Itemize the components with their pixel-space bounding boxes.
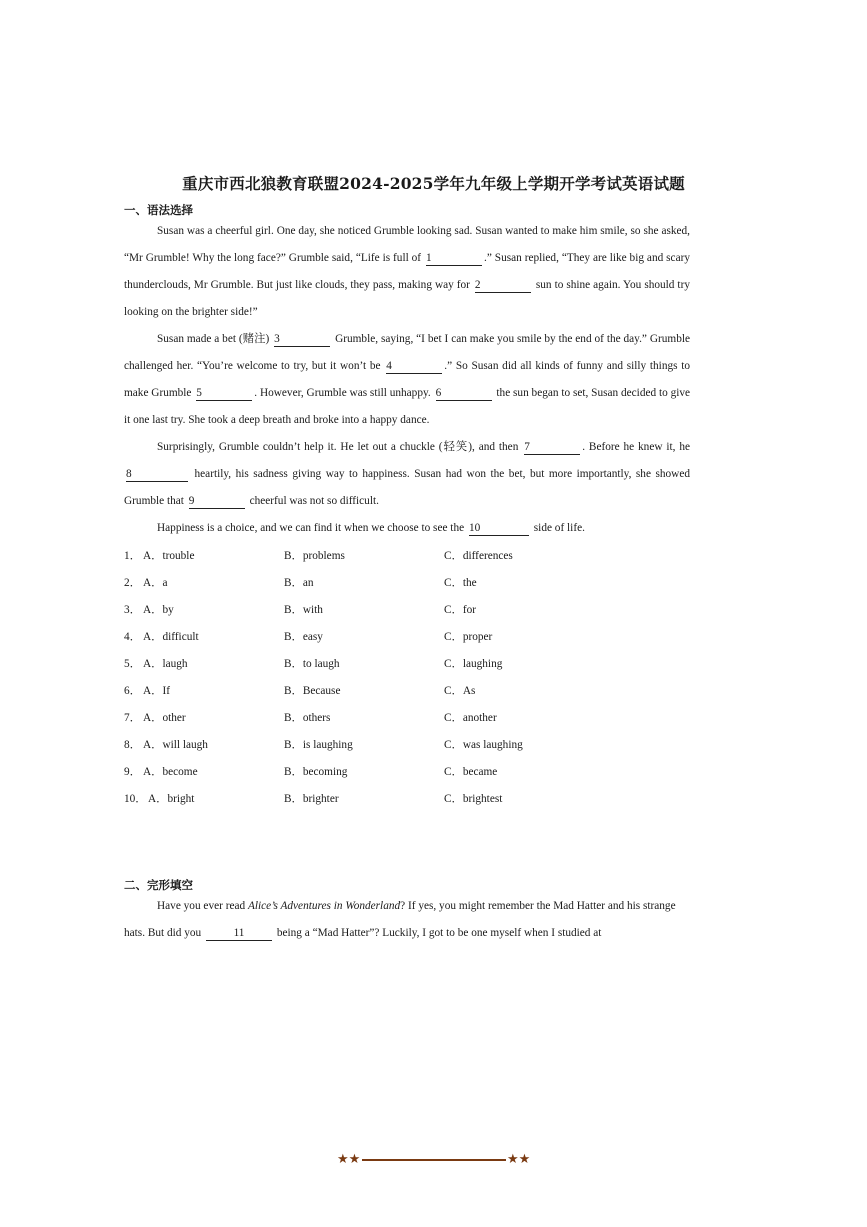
passage-text: Happiness is a choice, and we can find it when we choose to see the <box>157 522 465 534</box>
option-a[interactable]: A．If <box>143 685 170 697</box>
option-row <box>124 736 724 763</box>
passage-text: .” So Susan did all kinds of funny and silly things to make Grumble <box>124 360 691 399</box>
section-heading-grammar: 一、语法选择 <box>124 203 193 217</box>
option-c[interactable]: C．was laughing <box>444 739 523 751</box>
option-c[interactable]: C．proper <box>444 631 493 643</box>
passage-text: cheerful was not so difficult. <box>249 495 379 507</box>
option-row <box>124 574 724 601</box>
blank-8[interactable]: 8 <box>126 467 188 482</box>
blank-10[interactable]: 10 <box>469 521 529 536</box>
star-icon: ★★ <box>507 1151 531 1166</box>
option-c[interactable]: C．for <box>444 604 477 616</box>
option-a[interactable]: A．laugh <box>143 658 188 670</box>
option-a[interactable]: A．become <box>143 766 198 778</box>
question-number: 2． <box>124 577 141 589</box>
option-row <box>124 655 724 682</box>
option-b[interactable]: B．is laughing <box>284 739 353 751</box>
option-row <box>124 790 724 817</box>
book-title: Alice’s Adventures in Wonderland <box>247 900 401 912</box>
passage-text: the sun began to set, Susan decided to give it one last try. She took a deep breath and broke into a happy dance. <box>124 387 691 426</box>
passage-text: ? If yes, you might remember the Mad Hatter and his strange hats. But did you <box>124 900 676 939</box>
option-b[interactable]: B．with <box>284 604 323 616</box>
option-c[interactable]: C．differences <box>444 550 513 562</box>
section-heading-cloze: 二、完形填空 <box>124 878 193 892</box>
question-number: 5． <box>124 658 141 670</box>
option-b[interactable]: B．problems <box>284 550 345 562</box>
option-b[interactable]: B．others <box>284 712 331 724</box>
blank-9[interactable]: 9 <box>189 494 245 509</box>
option-row <box>124 709 724 736</box>
passage-text: heartily, his sadness giving way to happiness. Susan had won the bet, but more importantly, she showed Grumble that <box>124 468 690 507</box>
options-list <box>124 547 724 817</box>
blank-5[interactable]: 5 <box>196 386 252 401</box>
blank-11[interactable]: 11 <box>206 926 272 941</box>
option-b[interactable]: B．brighter <box>284 793 339 805</box>
footer-divider <box>362 1159 506 1161</box>
passage-paragraph-1 <box>124 218 690 326</box>
option-b[interactable]: B．becoming <box>284 766 348 778</box>
option-row <box>124 763 724 790</box>
option-a[interactable]: A．will laugh <box>143 739 208 751</box>
option-row <box>124 628 724 655</box>
option-c[interactable]: C．another <box>444 712 497 724</box>
blank-2[interactable]: 2 <box>475 278 531 293</box>
blank-7[interactable]: 7 <box>524 440 580 455</box>
option-a[interactable]: A．a <box>143 577 168 589</box>
passage-text: . However, Grumble was still unhappy. <box>254 387 431 399</box>
passage-paragraph-2 <box>124 326 690 434</box>
question-number: 7． <box>124 712 141 724</box>
option-c[interactable]: C．laughing <box>444 658 503 670</box>
page-footer <box>0 1150 867 1170</box>
option-c[interactable]: C．the <box>444 577 477 589</box>
passage-paragraph-3 <box>124 434 690 515</box>
option-b[interactable]: B．an <box>284 577 314 589</box>
option-a[interactable]: A．trouble <box>143 550 195 562</box>
passage-text: .” Susan replied, “They are like big and scary thunderclouds, Mr Grumble. But just like clouds, they pass, making way for <box>124 252 691 291</box>
option-a[interactable]: A．bright <box>148 793 195 805</box>
question-number: 8． <box>124 739 141 751</box>
option-a[interactable]: A．other <box>143 712 186 724</box>
question-number: 9． <box>124 766 141 778</box>
option-a[interactable]: A．by <box>143 604 174 616</box>
question-number: 6． <box>124 685 141 697</box>
passage-text: side of life. <box>533 522 585 534</box>
cloze-paragraph-1 <box>124 893 690 949</box>
star-icon: ★★ <box>337 1151 361 1166</box>
passage-text: Have you ever read <box>157 900 246 912</box>
option-b[interactable]: B．to laugh <box>284 658 340 670</box>
blank-6[interactable]: 6 <box>436 386 492 401</box>
option-b[interactable]: B．easy <box>284 631 323 643</box>
passage-text: Grumble, saying, “I bet I can make you smile by the end of the day.” Grumble challenged her. “You’re welcome to try, but it won’t be <box>124 333 690 372</box>
option-a[interactable]: A．difficult <box>143 631 199 643</box>
option-row <box>124 682 724 709</box>
option-row <box>124 601 724 628</box>
question-number: 3． <box>124 604 141 616</box>
question-number: 4． <box>124 631 141 643</box>
passage-text: being a “Mad Hatter”? Luckily, I got to be one myself when I studied at <box>276 927 602 939</box>
blank-1[interactable]: 1 <box>426 251 482 266</box>
option-row <box>124 547 724 574</box>
option-b[interactable]: B．Because <box>284 685 341 697</box>
passage-paragraph-4 <box>124 515 690 542</box>
blank-3[interactable]: 3 <box>274 332 330 347</box>
passage-text: sun to shine again. You should try looking on the brighter side!” <box>124 279 690 318</box>
option-c[interactable]: C．As <box>444 685 476 697</box>
passage-text: Susan made a bet (赌注) <box>157 333 270 345</box>
passage-text: . Before he knew it, he <box>582 441 690 453</box>
option-c[interactable]: C．became <box>444 766 498 778</box>
blank-4[interactable]: 4 <box>386 359 442 374</box>
passage-text: Susan was a cheerful girl. One day, she noticed Grumble looking sad. Susan wanted to make him smile, so she asked, “Mr Grumble! Why the long face?” Grumble said, “Life is full of <box>124 225 690 264</box>
exam-title: 重庆市西北狼教育联盟2024-2025学年九年级上学期开学考试英语试题 <box>182 174 685 193</box>
question-number: 1． <box>124 550 141 562</box>
question-number: 10． <box>124 793 147 805</box>
passage-text: Surprisingly, Grumble couldn’t help it. He let out a chuckle (轻笑), and then <box>157 441 519 453</box>
option-c[interactable]: C．brightest <box>444 793 503 805</box>
